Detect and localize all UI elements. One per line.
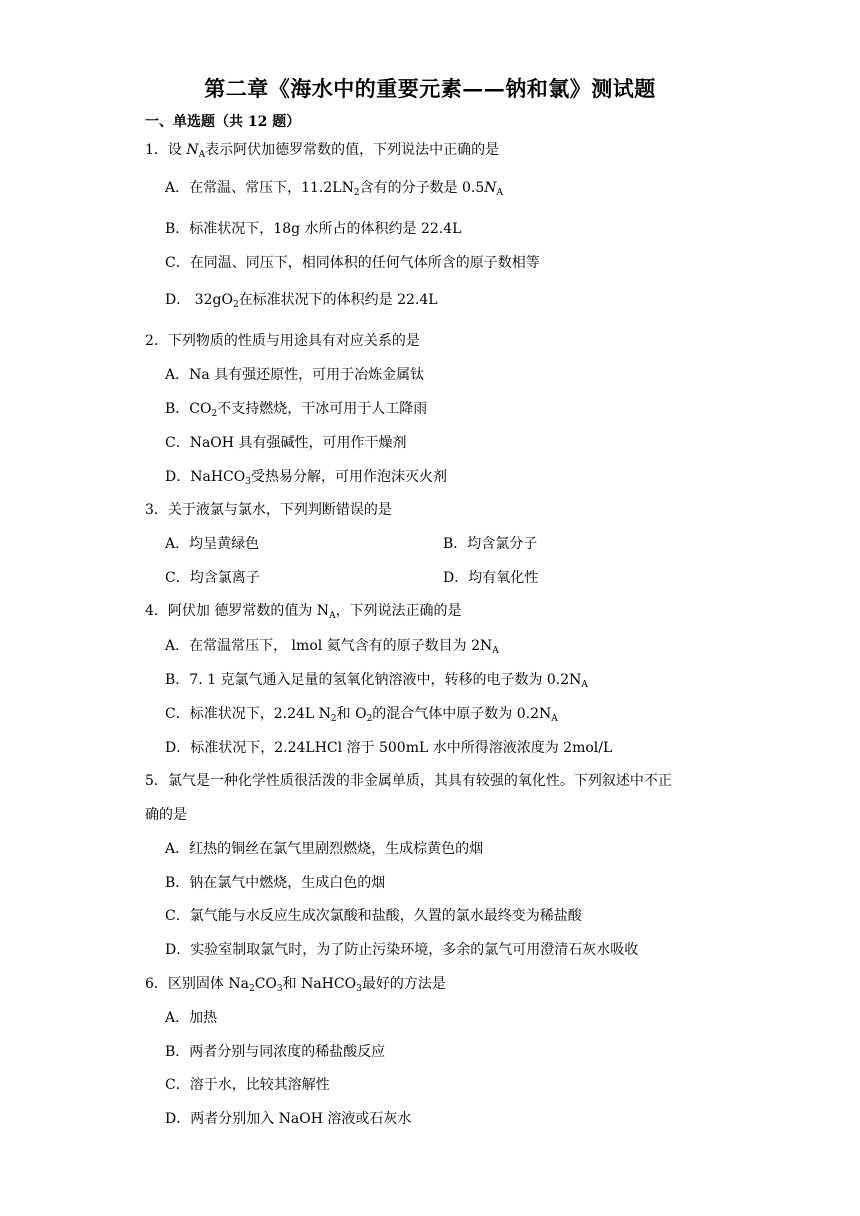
question-4-stem: 4．阿伏加 德罗常数的值为 $N_A$，下列说法正确的是 <box>145 603 462 621</box>
question-5-option-c: C．氯气能与水反应生成次氯酸和盐酸，久置的氯水最终变为稀盐酸 <box>165 908 582 924</box>
question-5-stem-line-2: 确的是 <box>145 807 187 823</box>
question-1-stem: 1．设 $N_A$表示阿伏加德罗常数的值，下列说法中正确的是 <box>145 142 500 160</box>
question-3-stem: 3．关于液氯与氯水，下列判断错误的是 <box>145 502 392 518</box>
question-3-option-b: B．均含氯分子 <box>443 536 538 552</box>
question-2-option-c: C．NaOH 具有强碱性，可用作干燥剂 <box>165 435 407 451</box>
question-2-stem: 2．下列物质的性质与用途具有对应关系的是 <box>145 333 420 349</box>
section-heading: 一、单选题（共 12 题） <box>145 114 301 130</box>
question-3-option-c: C．均含氯离子 <box>165 570 260 586</box>
question-1-option-a: A．在常温、常压下，$11.2LN_2$含有的分子数是 $0.5N_A$ <box>165 180 504 198</box>
question-5-option-b: B．钠在氯气中燃烧，生成白色的烟 <box>165 875 386 891</box>
question-5-option-d: D．实验室制取氯气时，为了防止污染环境，多余的氯气可用澄清石灰水吸收 <box>165 942 639 958</box>
question-4-option-c: C．标准状况下，2.24L $N_2$和 $O_2$的混合气体中原子数为 $0.2N_A$ <box>165 706 558 724</box>
question-6-stem: 6．区别固体 $Na_2CO_3$和 NaHCO$_3$最好的方法是 <box>145 976 446 994</box>
question-6-option-c: C．溶于水，比较其溶解性 <box>165 1077 330 1093</box>
question-3-option-a: A．均呈黄绿色 <box>165 536 260 552</box>
question-4-option-d: D．标准状况下，2.24LHCl 溶于 500mL 水中所得溶液浓度为 2mol/L <box>165 740 613 756</box>
question-2-option-a: A．Na 具有强还原性，可用于冶炼金属钛 <box>165 367 425 383</box>
question-6-option-d: D．两者分别加入 NaOH 溶液或石灰水 <box>165 1111 412 1127</box>
document-title: 第二章《海水中的重要元素——钠和氯》测试题 <box>204 76 656 101</box>
question-6-option-a: A．加热 <box>165 1010 218 1026</box>
question-3-option-d: D．均有氧化性 <box>443 570 539 586</box>
question-1-option-b: B．标准状况下，18g 水所占的体积约是 22.4L <box>165 221 462 237</box>
question-4-option-a: A．在常温常压下， lmol 氦气含有的原子数目为 $2N_A$ <box>165 638 499 656</box>
question-1-option-c: C．在同温、同压下，相同体积的任何气体所含的原子数相等 <box>165 255 540 271</box>
question-2-option-d: D．NaHCO$_3$受热易分解，可用作泡沫灭火剂 <box>165 469 447 487</box>
question-4-option-b: B．7. 1 克氯气通入足量的氢氧化钠溶液中，转移的电子数为 $0.2N_A$ <box>165 672 588 690</box>
question-1-option-d: D． $32gO_2$在标准状况下的体积约是 22.4L <box>165 292 438 310</box>
question-6-option-b: B．两者分别与同浓度的稀盐酸反应 <box>165 1044 386 1060</box>
question-5-stem-line-1: 5．氯气是一种化学性质很活泼的非金属单质，其具有较强的氧化性。下列叙述中不正 <box>145 773 672 789</box>
question-5-option-a: A．红热的铜丝在氯气里剧烈燃烧，生成棕黄色的烟 <box>165 841 484 857</box>
question-2-option-b: B．$CO_2$不支持燃烧，干冰可用于人工降雨 <box>165 401 428 419</box>
